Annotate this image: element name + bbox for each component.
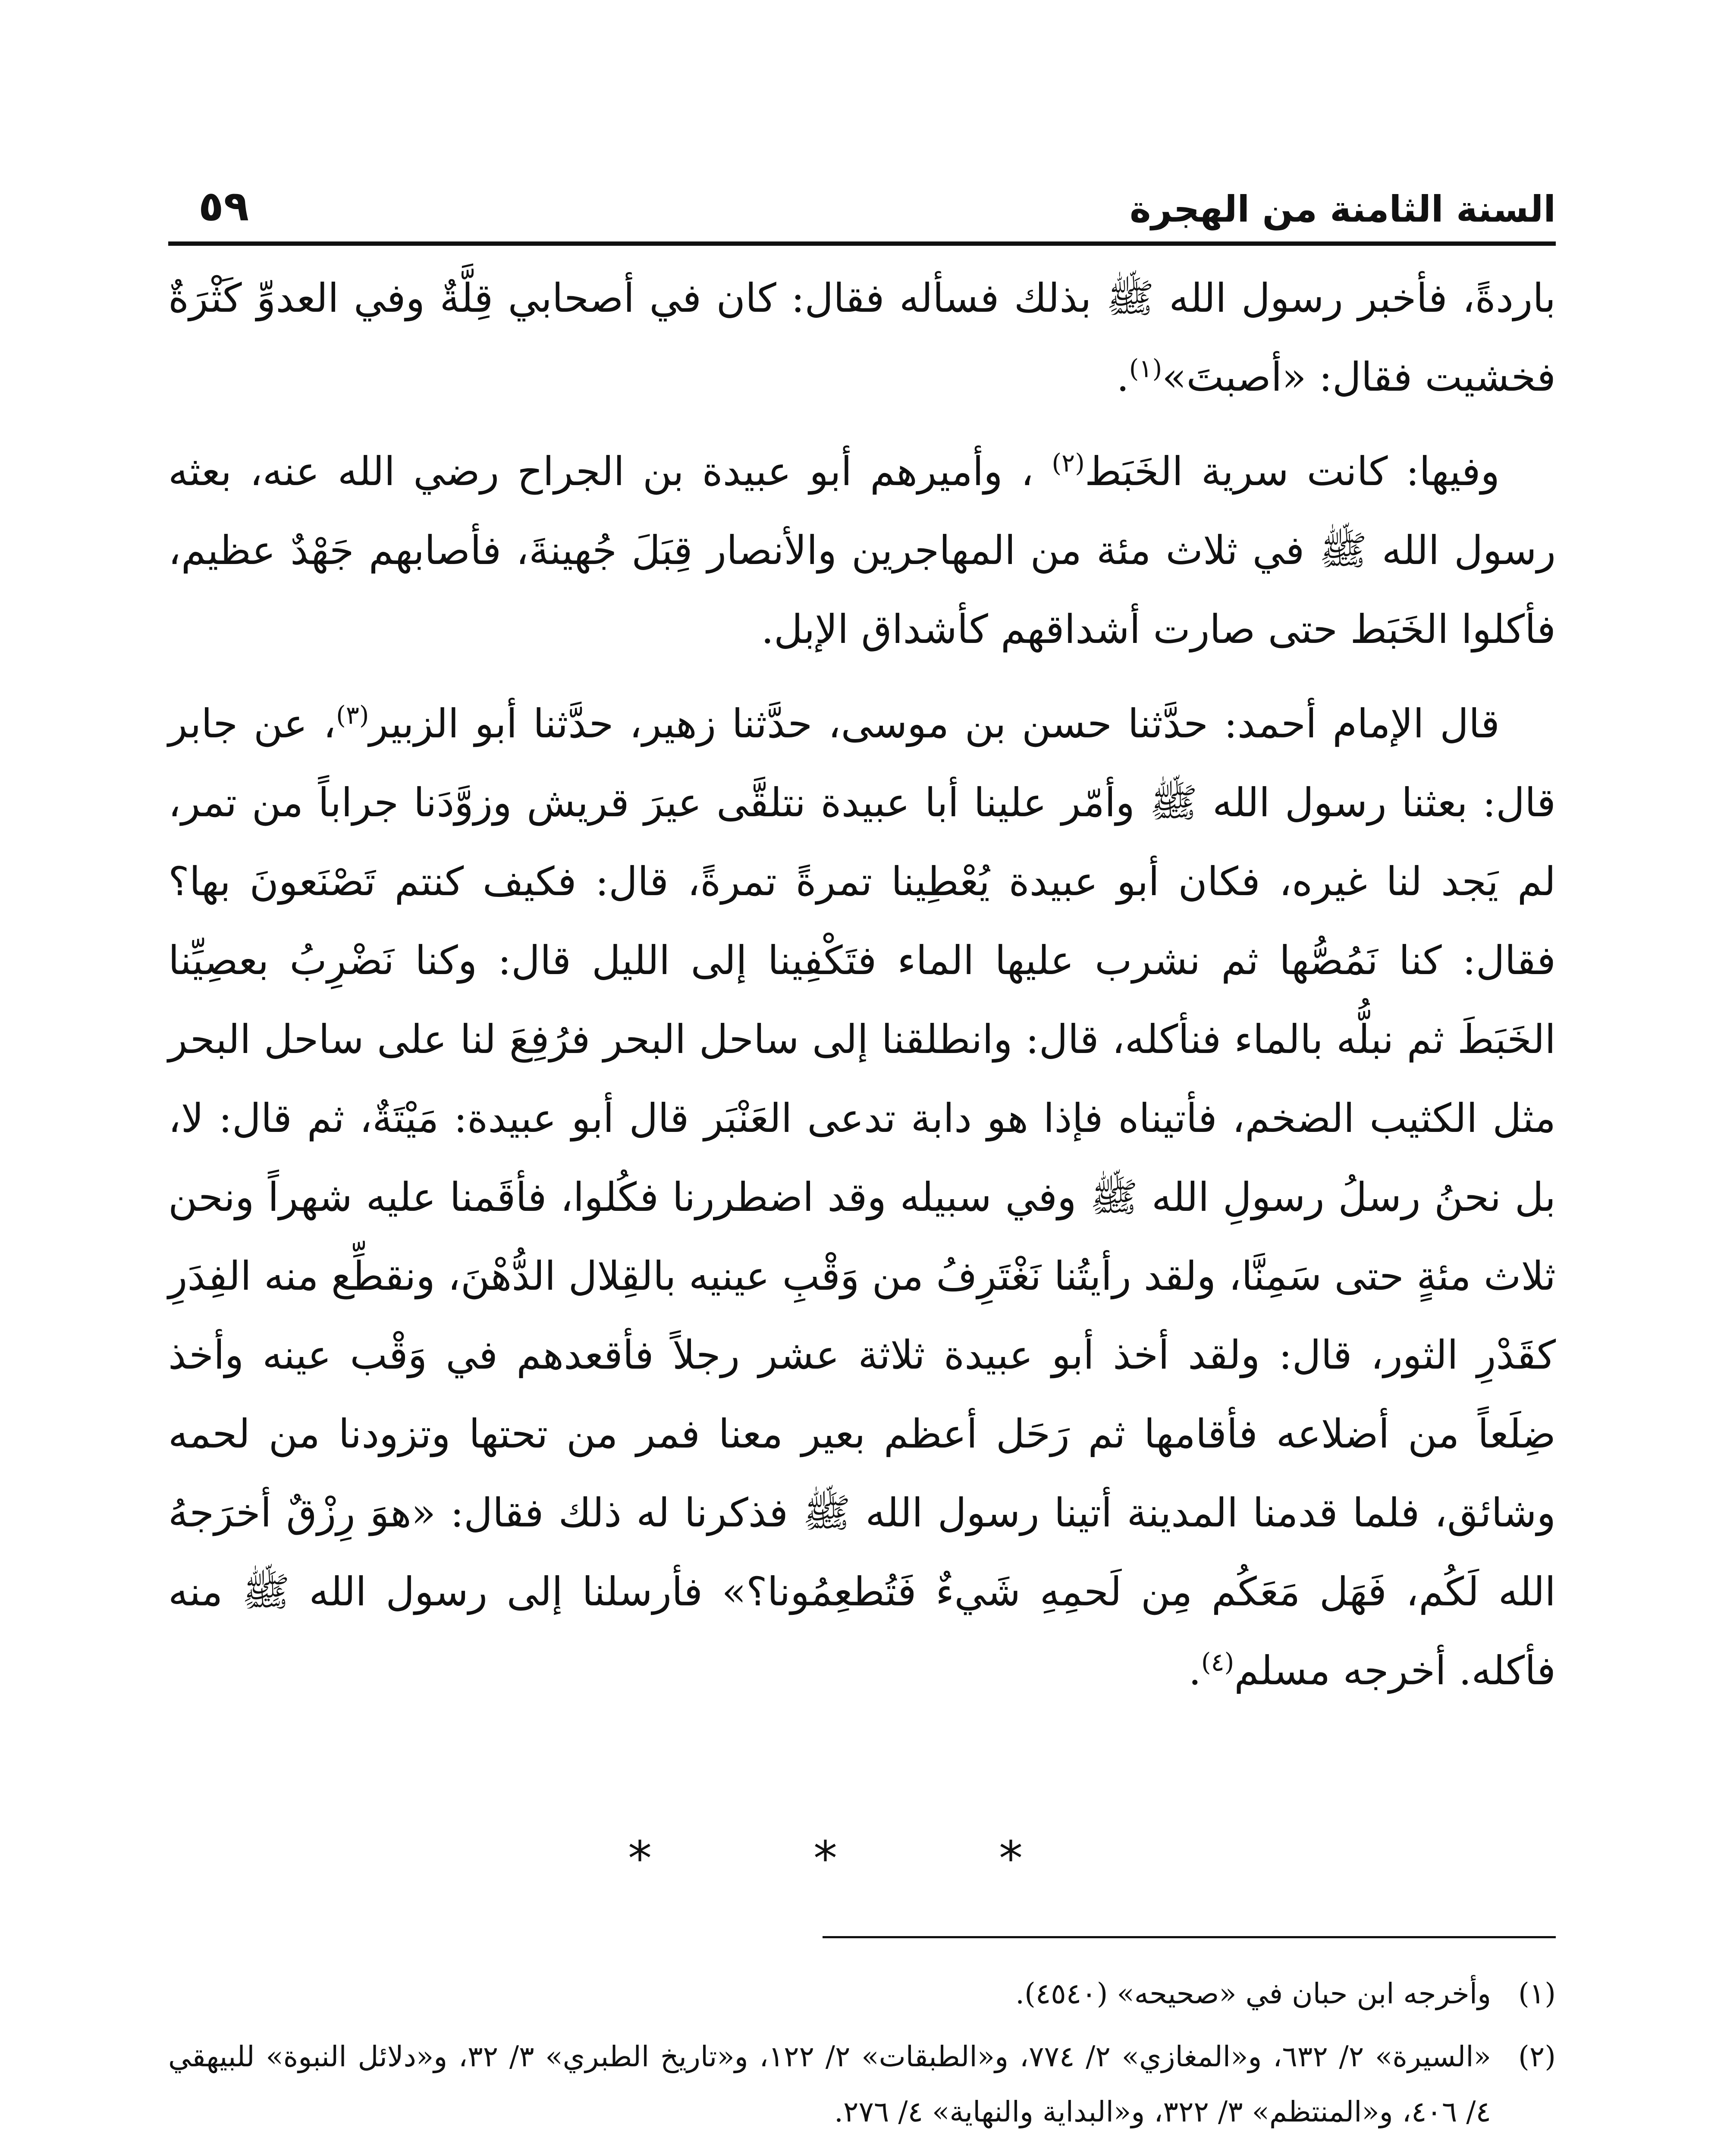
footnote-reference-1: (١) <box>1129 354 1162 383</box>
footnote-number: (١) <box>1518 1977 1556 2010</box>
footnote-divider <box>823 1936 1556 1938</box>
footnote-reference-3: (٣) <box>336 700 369 730</box>
footnote-text: وأخرجه ابن حبان في «صحيحه» (٤٥٤٠). <box>1015 1977 1491 2010</box>
page-number: ٥٩ <box>198 182 249 230</box>
footnotes <box>168 1966 1556 2156</box>
text-segment: قال الإمام أحمد: حدَّثنا حسن بن موسى، حدَّثنا زهير، حدَّثنا أبو الزبير <box>369 701 1500 747</box>
main-text <box>168 259 1556 1794</box>
paragraph-2 <box>168 432 1556 669</box>
footnote-text: «السيرة» ٢/ ٦٣٢، و«المغازي» ٢/ ٧٧٤، و«الطبقات» ٢/ ١٢٢، و«تاريخ الطبري» ٣/ ٣٢، و«دلائل النبوة» للبيهقي ٤/ ٤٠٦، و«المنتظم» ٣/ ٣٢٢، و«البداية والنهاية» ٤/ ٢٧٦. <box>168 2040 1491 2128</box>
text-segment: ، عن جابر قال: بعثنا رسول الله ﷺ وأمّر علينا أبا عبيدة نتلقَّى عيرَ قريش وزوَّدَنا جراباً من تمر، لم يَجد لنا غيره، فكان أبو عبيدة يُعْطِينا تمرةً تمرةً، قال: فكيف كنتم تَصْنَعونَ بها؟ فقال: كنا نَمُصُّها ثم نشرب عليها الماء فتَكْفِينا إلى الليل قال: وكنا نَضْرِبُ بعصِيِّنا الخَبَطَ ثم نبلُّه بالماء فنأكله، قال: وانطلقنا إلى ساحل البحر فرُفِعَ لنا على ساحل البحر مثل الكثيب الضخم، فأتيناه فإذا هو دابة تدعى العَنْبَر قال أبو عبيدة: مَيْتَةٌ، ثم قال: لا، بل نحنُ رسلُ رسولِ الله ﷺ وفي سبيله وقد اضطررنا فكُلوا، فأقَمنا عليه شهراً ونحن ثلاث مئةٍ حتى سَمِنَّا، ولقد رأيتُنا نَغْتَرِفُ من وَقْبِ عينيه بالقِلال الدُّهْنَ، ونقطِّع منه الفِدَرِ كقَدْرِ الثور، قال: ولقد أخذ أبو عبيدة ثلاثة عشر رجلاً فأقعدهم في وَقْب عينه وأخذ ضِلَعاً من أضلاعه فأقامها ثم رَحَل أعظم بعير معنا فمر من تحتها وتزودنا من لحمه وشائق، فلما قدمنا المدينة أتينا رسول الله ﷺ فذكرنا له ذلك فقال: «هوَ رِزْقٌ أخرَجهُ الله لَكُم، فَهَل مَعَكُم مِن لَحمِهِ شَيءٌ فَتُطعِمُونا؟» فأرسلنا إلى رسول الله ﷺ منه فأكله. أخرجه مسلم <box>168 701 1556 1694</box>
running-title: السنة الثامنة من الهجرة <box>1130 188 1556 230</box>
footnote-2 <box>168 2029 1556 2140</box>
paragraph-1 <box>168 259 1556 417</box>
footnote-3 <box>168 2147 1556 2156</box>
footnote-reference-2: (٢) <box>1052 448 1085 478</box>
page-header <box>168 142 1556 246</box>
text-segment: باردةً، فأخبر رسول الله ﷺ بذلك فسأله فقال: كان في أصحابي قِلَّةٌ وفي العدوِّ كَثْرَةٌ فخشيت فقال: «أصبتَ» <box>168 275 1556 400</box>
text-segment: . <box>1188 1648 1201 1694</box>
paragraph-3 <box>168 684 1556 1710</box>
text-segment: . <box>1116 354 1129 400</box>
footnote-number <box>1518 2147 1556 2156</box>
text-segment: وفيها: كانت سرية الخَبَط <box>1084 448 1500 495</box>
section-separator-ornament: * * * <box>628 1831 1096 1886</box>
footnote-1 <box>168 1966 1556 2021</box>
text-segment: ، وأميرهم أبو عبيدة بن الجراح رضي الله عنه، بعثه رسول الله ﷺ في ثلاث مئة من المهاجرين والأنصار قِبَلَ جُهينةَ، فأصابهم جَهْدٌ عظيم، فأكلوا الخَبَط حتى صارت أشداقهم كأشداق الإبل. <box>168 448 1556 652</box>
footnote-reference-4: (٤) <box>1201 1647 1234 1677</box>
footnote-number: (٢) <box>1518 2040 1556 2073</box>
